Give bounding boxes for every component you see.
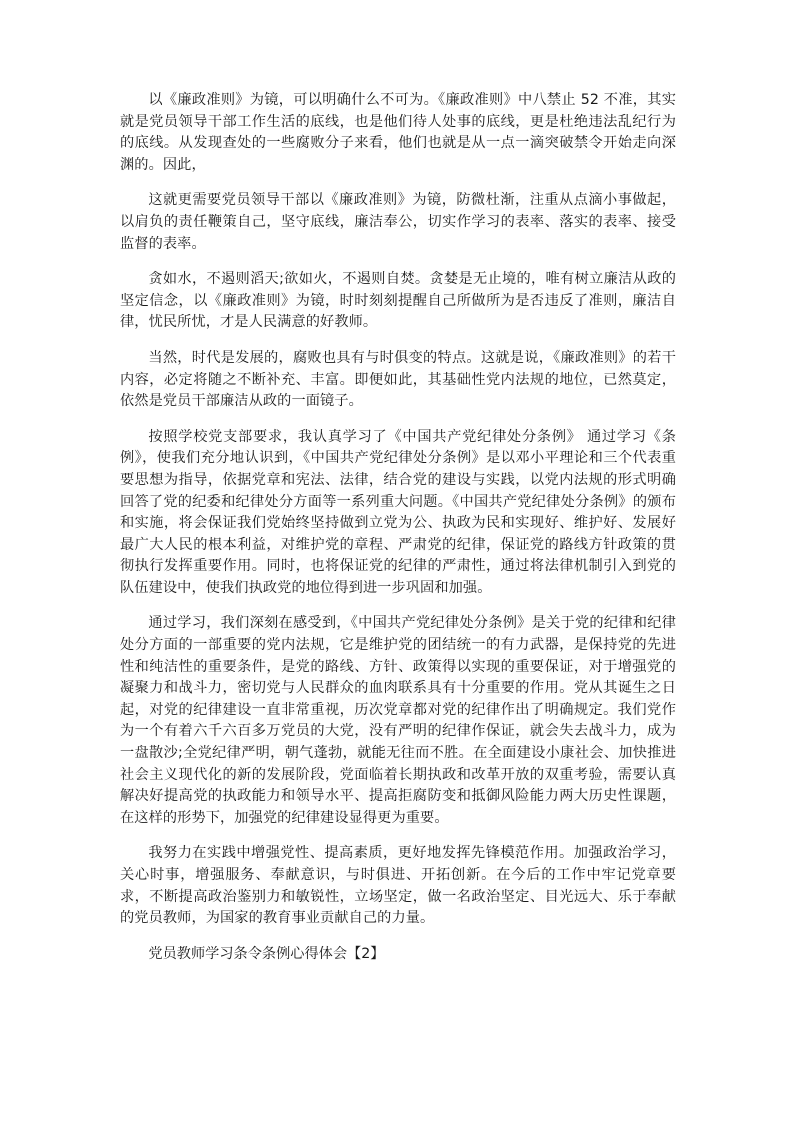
paragraph-5: 按照学校党支部要求，我认真学习了《中国共产党纪律处分条例》 通过学习《条例》，使我们充分地认识到，《中国共产党纪律处分条例》是以邓小平理论和三个代表重要思想为指导，依据党章和宪法、法律，结合党的建设与实践，以党内法规的形式明确回答了党的纪委和纪律处分方面等一系列重大问题。《中国共产党纪律处分条例》的颁布和实施，将会保证我们党始终坚持做到立党为公、执政为民和实现好、维护好、发展好最广大人民的根本利益，对维护党的章程、严肃党的纪律，保证党的路线方针政策的贯彻执行发挥重要作用。同时，也将保证党的纪律的严肃性，通过将法律机制引入到党的队伍建设中，使我们执政党的地位得到进一步巩固和加强。 bbox=[120, 428, 676, 596]
paragraph-6: 通过学习，我们深刻在感受到，《中国共产党纪律处分条例》是关于党的纪律和纪律处分方面的一部重要的党内法规，它是维护党的团结统一的有力武器，是保持党的先进性和纯洁性的重要条件，是党的路线、方针、政策得以实现的重要保证，对于增强党的凝聚力和战斗力，密切党与人民群众的血肉联系具有十分重要的作用。党从其诞生之日起，对党的纪律建设一直非常重视，历次党章都对党的纪律作出了明确规定。我们党作为一个有着六千六百多万党员的大党，没有严明的纪律作保证，就会失去战斗力，成为一盘散沙;全党纪律严明，朝气蓬勃，就能无往而不胜。在全面建设小康社会、加快推进社会主义现代化的新的发展阶段，党面临着长期执政和改革开放的双重考验，需要认真解决好提高党的执政能力和领导水平、提高拒腐防变和抵御风险能力两大历史性课题，在这样的形势下，加强党的纪律建设显得更为重要。 bbox=[120, 615, 676, 826]
paragraph-2: 这就更需要党员领导干部以《廉政准则》为镜，防微杜渐，注重从点滴小事做起，以肩负的责任鞭策自己，坚守底线，廉洁奉公，切实作学习的表率、落实的表率、接受监督的表率。 bbox=[120, 192, 676, 252]
paragraph-1: 以《廉政准则》为镜，可以明确什么不可为。《廉政准则》中八禁止 52 不准，其实就是党员领导干部工作生活的底线，也是他们待人处事的底线，更是杜绝违法乱纪行为的底线。从发现查处的一些腐败分子来看，他们也就是从一点一滴突破禁令开始走向深渊的。因此， bbox=[120, 92, 676, 173]
paragraph-7: 我努力在实践中增强党性、提高素质，更好地发挥先锋模范作用。加强政治学习，关心时事，增强服务、奉献意识，与时俱进、开拓创新。在今后的工作中牢记党章要求，不断提高政治鉴别力和敏锐性，立场坚定，做一名政治坚定、目光远大、乐于奉献的党员教师，为国家的教育事业贡献自己的力量。 bbox=[120, 845, 676, 927]
section-heading: 党员教师学习条令条例心得体会【2】 bbox=[148, 945, 385, 962]
document-page bbox=[120, 90, 676, 965]
paragraph-3: 贪如水，不遏则滔天;欲如火，不遏则自焚。贪婪是无止境的，唯有树立廉洁从政的坚定信念，以《廉政准则》为镜，时时刻刻提醒自己所做所为是否违反了准则，廉洁自律，忧民所忧，才是人民满意的好教师。 bbox=[120, 271, 676, 331]
paragraph-4: 当然，时代是发展的，腐败也具有与时俱变的特点。这就是说，《廉政准则》的若干内容，必定将随之不断补充、丰富。即便如此，其基础性党内法规的地位，已然莫定，依然是党员干部廉洁从政的一面镜子。 bbox=[120, 349, 676, 410]
